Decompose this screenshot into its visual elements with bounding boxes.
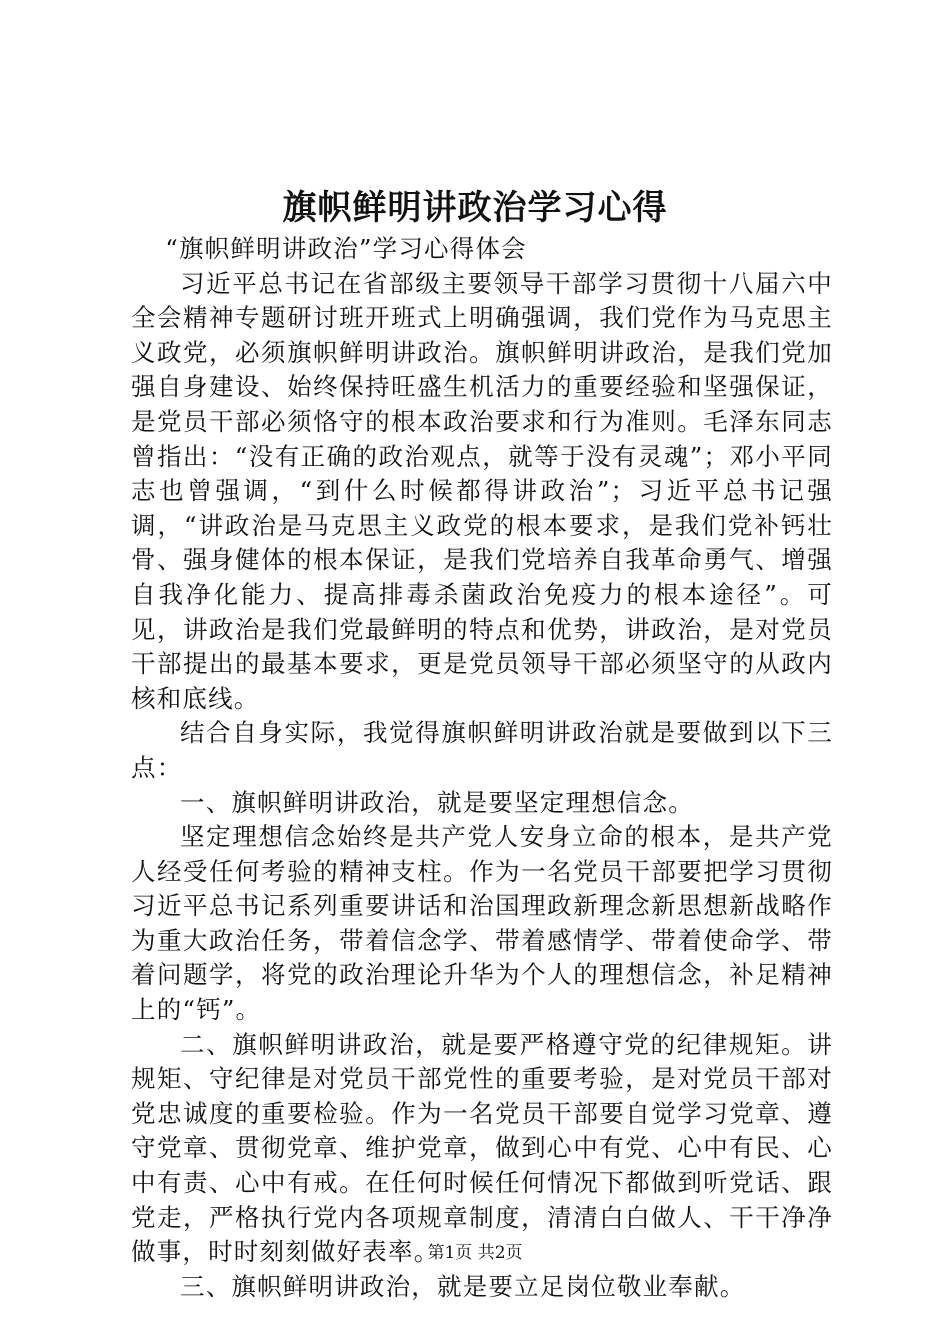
section-heading-3: 三、旗帜鲜明讲政治，就是要立足岗位敬业奉献。: [180, 1271, 746, 1301]
section-heading-1: 一、旗帜鲜明讲政治，就是要坚定理想信念。: [180, 787, 694, 817]
document-title: 旗帜鲜明讲政治学习心得: [282, 188, 668, 228]
paragraph-intro: 习近平总书记在省部级主要领导干部学习贯彻十八届六中全会精神专题研讨班开班式上明确强调，我们党作为马克思主义政党，必须旗帜鲜明讲政治。旗帜鲜明讲政治，是我们党加强自身建设、始终保持旺盛生机活力的重要经验和坚强保证，是党员干部必须恪守的根本政治要求和行为准则。毛泽东同志曾指出：“没有正确的政治观点，就等于没有灵魂”；邓小平同志也曾强调，“到什么时候都得讲政治”；习近平总书记强调，“讲政治是马克思主义政党的根本要求，是我们党补钙壮骨、强身健体的根本保证，是我们党培养自我革命勇气、增强自我净化能力、提高排毒杀菌政治免疫力的根本途径”。可见，讲政治是我们党最鲜明的特点和优势，讲政治，是对党员干部提出的最基本要求，更是党员领导干部必须坚守的从政内核和底线。: [131, 268, 833, 713]
document-subtitle: “旗帜鲜明讲政治”学习心得体会: [165, 234, 527, 263]
page-number-footer: 第1页 共2页: [427, 1243, 523, 1263]
paragraph-summary: 结合自身实际，我觉得旗帜鲜明讲政治就是要做到以下三点：: [131, 718, 833, 782]
paragraph-section-1: 坚定理想信念始终是共产党人安身立命的根本，是共产党人经受任何考验的精神支柱。作为一名党员干部要把学习贯彻习近平总书记系列重要讲话和治国理政新理念新思想新战略作为重大政治任务，带着信念学、带着感情学、带着使命学、带着问题学，将党的政治理论升华为个人的理想信念，补足精神上的“钙”。: [131, 822, 833, 1025]
document-body: [131, 232, 833, 1304]
paragraph-section-2: 二、旗帜鲜明讲政治，就是要严格遵守党的纪律规矩。讲规矩、守纪律是对党员干部党性的重要考验，是对党员干部对党忠诚度的重要检验。作为一名党员干部要自觉学习党章、遵守党章、贯彻党章、维护党章，做到心中有党、心中有民、心中有责、心中有戒。在任何时候任何情况下都做到听党话、跟党走，严格执行党内各项规章制度，清清白白做人、干干净净做事，时时刻刻做好表率。: [131, 1029, 833, 1267]
